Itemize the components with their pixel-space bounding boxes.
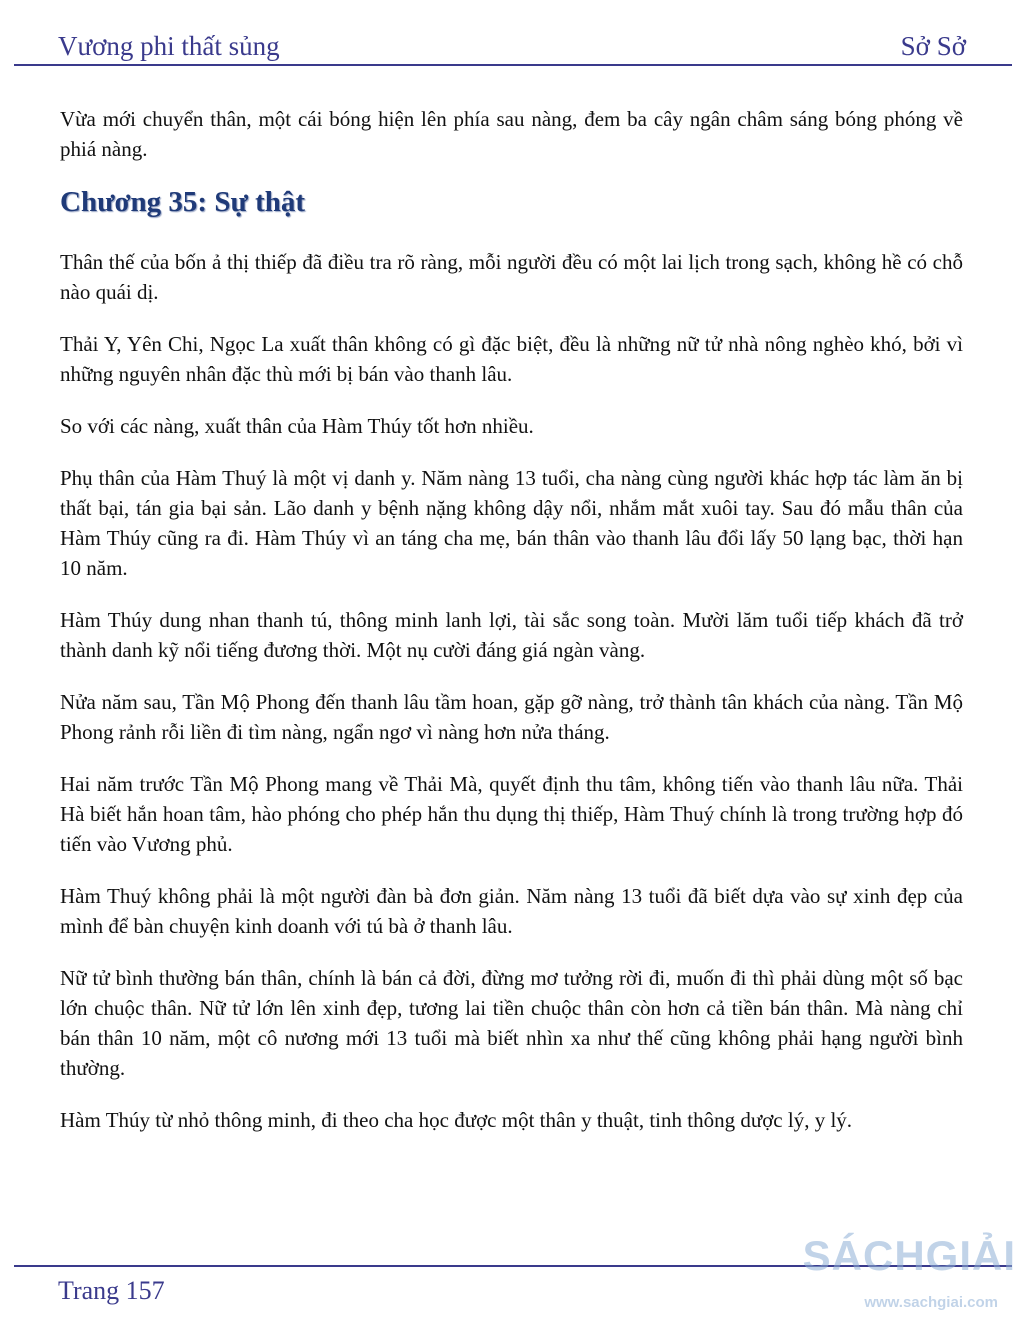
- page-number: Trang 157: [58, 1276, 165, 1305]
- paragraph: Nửa năm sau, Tần Mộ Phong đến thanh lâu tầm hoan, gặp gỡ nàng, trở thành tân khách của nàng. Tần Mộ Phong rảnh rỗi liền đi tìm nàng, ngẩn ngơ vì nàng hơn nửa tháng.: [60, 690, 963, 744]
- page-content: [60, 104, 963, 1157]
- header-divider: [14, 64, 1012, 66]
- paragraph: Thân thế của bốn ả thị thiếp đã điều tra rõ ràng, mỗi người đều có một lai lịch trong sạch, không hề có chỗ nào quái dị.: [60, 250, 963, 304]
- watermark-url: www.sachgiai.com: [864, 1294, 998, 1311]
- paragraph: Hai năm trước Tần Mộ Phong mang về Thải Mà, quyết định thu tâm, không tiến vào thanh lâu nữa. Thải Hà biết hắn hoan tâm, hào phóng cho phép hắn thu dụng thị thiếp, Hàm Thuý chính là trong trường hợp đó tiến vào Vương phủ.: [60, 772, 963, 856]
- watermark-logo: [802, 1232, 1018, 1318]
- paragraph: Hàm Thúy dung nhan thanh tú, thông minh lanh lợi, tài sắc song toàn. Mười lăm tuổi tiếp khách đã trở thành danh kỹ nổi tiếng đương thời. Một nụ cười đáng giá ngàn vàng.: [60, 608, 963, 662]
- paragraph: Hàm Thúy từ nhỏ thông minh, đi theo cha học được một thân y thuật, tinh thông dược lý, y lý.: [60, 1108, 853, 1132]
- paragraph: Hàm Thuý không phải là một người đàn bà đơn giản. Năm nàng 13 tuổi đã biết dựa vào sự xinh đẹp của mình để bàn chuyện kinh doanh với tú bà ở thanh lâu.: [60, 884, 963, 938]
- author-name: Sở Sở: [900, 31, 966, 61]
- book-title: Vương phi thất sủng: [58, 31, 280, 61]
- intro-paragraph: Vừa mới chuyển thân, một cái bóng hiện lên phía sau nàng, đem ba cây ngân châm sáng bóng phóng về phiá nàng.: [60, 107, 963, 161]
- watermark-brand: SÁCHGIẢI: [802, 1232, 1016, 1279]
- paragraph: Phụ thân của Hàm Thuý là một vị danh y. Năm nàng 13 tuổi, cha nàng cùng người khác hợp tác làm ăn bị thất bại, tán gia bại sản. Lão danh y bệnh nặng không dậy nổi, nhắm mắt xuôi tay. Sau đó mẫu thân của Hàm Thúy cũng ra đi. Hàm Thúy vì an táng cha mẹ, bán thân vào thanh lâu đổi lấy 50 lạng bạc, thời hạn 10 năm.: [60, 466, 963, 580]
- paragraph: Thải Y, Yên Chi, Ngọc La xuất thân không có gì đặc biệt, đều là những nữ tử nhà nông nghèo khó, bởi vì những nguyên nhân đặc thù mới bị bán vào thanh lâu.: [60, 332, 963, 386]
- paragraph: Nữ tử bình thường bán thân, chính là bán cả đời, đừng mơ tưởng rời đi, muốn đi thì phải dùng một số bạc lớn chuộc thân. Nữ tử lớn lên xinh đẹp, tương lai tiền chuộc thân còn hơn cả tiền bán thân. Mà nàng chỉ bán thân 10 năm, một cô nương mới 13 tuổi mà biết nhìn xa như thế cũng không phải hạng người bình thường.: [60, 966, 963, 1080]
- paragraph: So với các nàng, xuất thân của Hàm Thúy tốt hơn nhiều.: [60, 414, 534, 438]
- page-header: [58, 22, 966, 62]
- chapter-title: Chương 35: Sự thật: [60, 186, 306, 218]
